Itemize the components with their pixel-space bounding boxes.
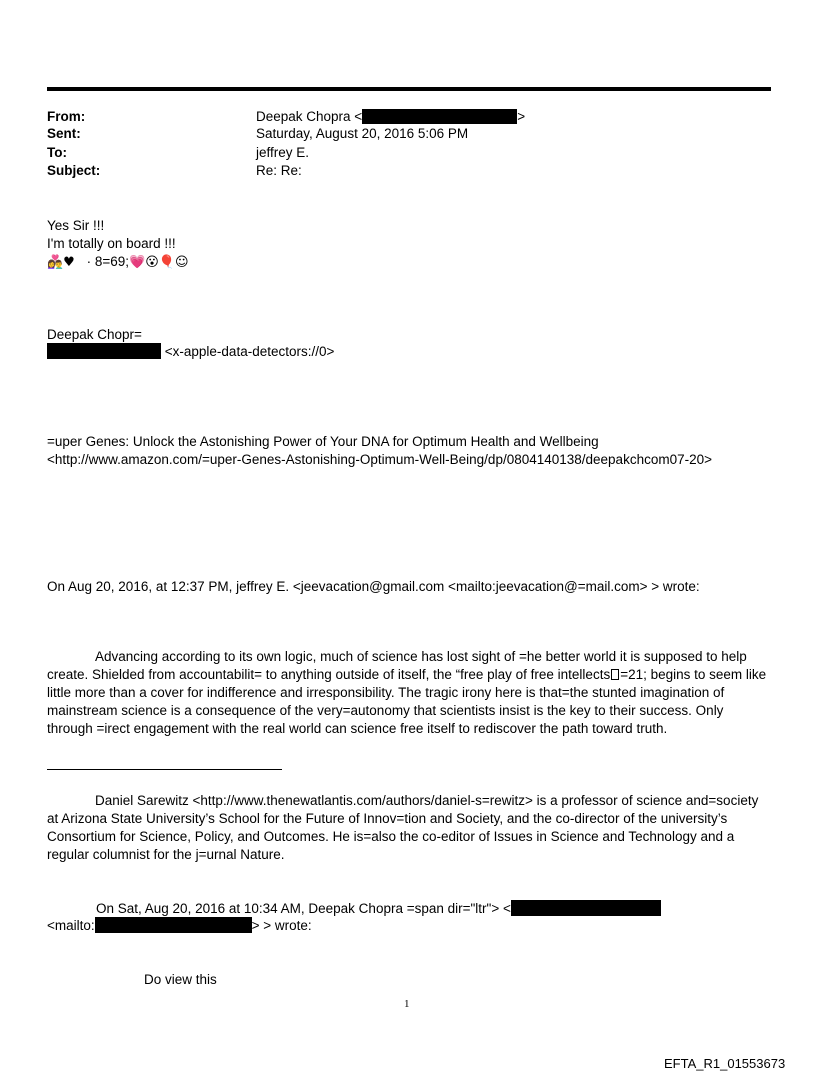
emoji-line [47, 253, 189, 271]
redaction-block [47, 343, 161, 359]
quoted-paragraph-1 [47, 648, 769, 738]
redaction-block [95, 917, 252, 933]
reply-line-2: I'm totally on board !!! [47, 236, 176, 251]
book-url[interactable]: <http://www.amazon.com/=uper-Genes-Astonishing-Optimum-Well-Being/dp/0804140138/deepakchcom07-20> [47, 452, 712, 467]
quote2-wrote: > > wrote: [251, 918, 312, 933]
redaction-block [511, 900, 661, 916]
redaction-block [362, 109, 517, 124]
sent-value: Saturday, August 20, 2016 5:06 PM [256, 126, 469, 141]
quoted-paragraph-1-b: =21; begins to seem like little more than a cover for indifference and irresponsibility. The tragic irony here is that=the stunted imagination of mainstream science is a consequence of the very=autonomy that scientists insist is the key to their success. Only through =irect engagement with the real world can science free itself to rediscover the path toward truth. [47, 667, 767, 736]
from-value [256, 108, 525, 125]
quote2-line-1 [96, 900, 661, 917]
page-number: 1 [404, 998, 410, 1010]
from-close: > [517, 109, 526, 124]
book-title: =uper Genes: Unlock the Astonishing Power of Your DNA for Optimum Health and Wellbeing [47, 434, 599, 449]
do-view-line: Do view this [144, 972, 217, 987]
quoted-paragraph-1-a: Advancing according to its own logic, much of science has lost sight of =he better world it is supposed to help create. Shielded from accountabilit= to anything outside of itself, the “free play of free intellects [47, 649, 747, 682]
quote2-text: On Sat, Aug 20, 2016 at 10:34 AM, Deepak Chopra =span dir="ltr"> < [96, 901, 511, 916]
subject-value: Re: Re: [256, 163, 302, 178]
quote2-mailto: <mailto: [47, 918, 95, 933]
document-id: EFTA_R1_01553673 [664, 1056, 786, 1071]
footnote-divider [47, 769, 282, 770]
emoji-group-a: 👩‍❤️‍👨♥ [47, 255, 75, 270]
sent-label: Sent: [47, 126, 81, 141]
quote-header: On Aug 20, 2016, at 12:37 PM, jeffrey E. <jeevacation@gmail.com <mailto:jeevacation@=mail.com> > wrote: [47, 579, 700, 594]
signature-link-line [47, 343, 334, 360]
from-name: Deepak Chopra < [256, 109, 363, 124]
signature-name: Deepak Chopr= [47, 327, 142, 342]
missing-glyph-icon [611, 669, 619, 680]
header-rule [47, 87, 771, 91]
to-label: To: [47, 145, 67, 160]
quote2-line-2 [47, 917, 312, 934]
emoji-text: · 8=69; [86, 254, 130, 269]
to-value: jeffrey E. [256, 145, 310, 160]
emoji-group-b: 💗😮🎈☺ [129, 255, 189, 270]
reply-line-1: Yes Sir !!! [47, 218, 105, 233]
from-label: From: [47, 109, 86, 124]
subject-label: Subject: [47, 163, 101, 178]
quoted-paragraph-2: Daniel Sarewitz <http://www.thenewatlantis.com/authors/daniel-s=rewitz> is a professor of science and=society at Arizona State University’s School for the Future of Innov=tion and Society, and the co-director of the university’s Consortium for Science, Policy, and Outcomes. He is=also the co-editor of Issues in Science and Technology and a regular columnist for the j=urnal Nature. [47, 793, 759, 862]
signature-link[interactable]: <x-apple-data-detectors://0> [164, 344, 335, 359]
